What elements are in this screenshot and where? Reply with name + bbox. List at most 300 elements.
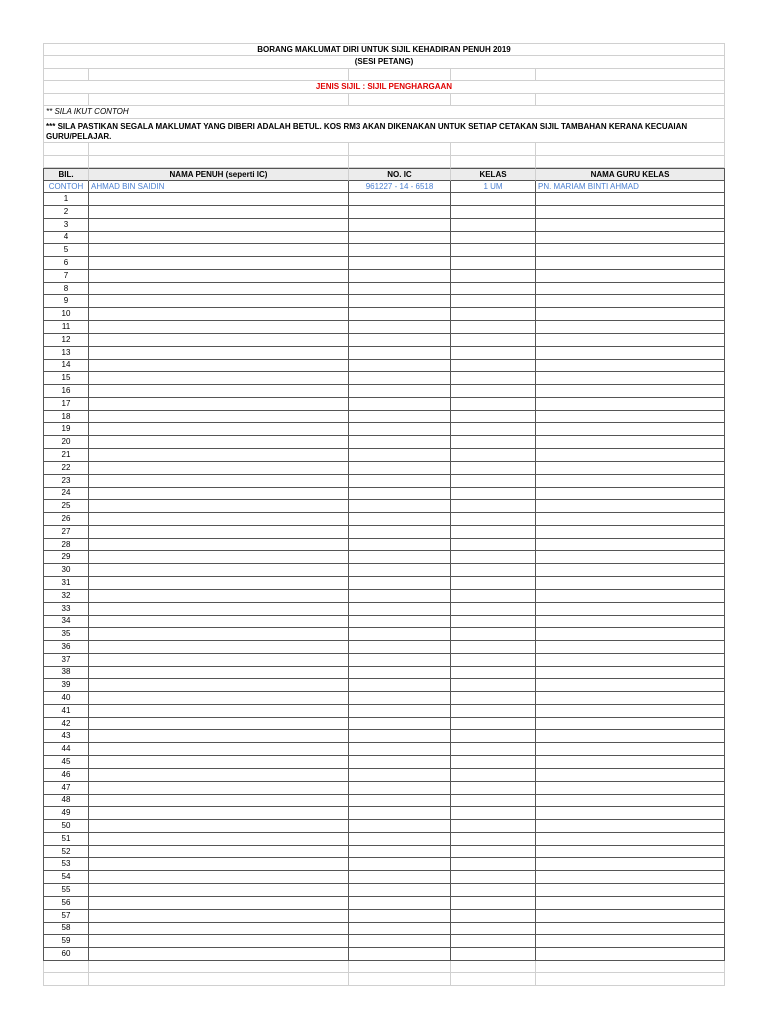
name-cell[interactable] xyxy=(89,884,349,897)
guru-cell[interactable] xyxy=(536,935,725,948)
kelas-cell[interactable] xyxy=(451,206,536,219)
kelas-cell[interactable] xyxy=(451,654,536,667)
row-number: 38 xyxy=(43,667,89,680)
name-cell[interactable] xyxy=(89,718,349,731)
ic-cell[interactable] xyxy=(349,884,451,897)
kelas-cell[interactable] xyxy=(451,462,536,475)
row-number: 2 xyxy=(43,206,89,219)
name-cell[interactable] xyxy=(89,667,349,680)
kelas-cell[interactable] xyxy=(451,564,536,577)
kelas-cell[interactable] xyxy=(451,871,536,884)
guru-cell[interactable] xyxy=(536,475,725,488)
table-row xyxy=(43,616,725,629)
ic-cell[interactable] xyxy=(349,769,451,782)
name-cell[interactable] xyxy=(89,858,349,871)
blank-cell[interactable] xyxy=(43,961,89,973)
ic-cell[interactable] xyxy=(349,411,451,424)
guru-cell[interactable] xyxy=(536,884,725,897)
table-row xyxy=(43,948,725,961)
ic-cell[interactable] xyxy=(349,820,451,833)
ic-cell[interactable] xyxy=(349,551,451,564)
name-cell[interactable] xyxy=(89,871,349,884)
kelas-cell[interactable] xyxy=(451,449,536,462)
kelas-cell[interactable] xyxy=(451,539,536,552)
kelas-cell[interactable] xyxy=(451,718,536,731)
guru-cell[interactable] xyxy=(536,295,725,308)
name-cell[interactable] xyxy=(89,616,349,629)
guru-cell[interactable] xyxy=(536,807,725,820)
guru-cell[interactable] xyxy=(536,398,725,411)
name-cell[interactable] xyxy=(89,577,349,590)
kelas-cell[interactable] xyxy=(451,769,536,782)
kelas-cell[interactable] xyxy=(451,372,536,385)
guru-cell[interactable] xyxy=(536,743,725,756)
name-cell[interactable] xyxy=(89,219,349,232)
kelas-cell[interactable] xyxy=(451,858,536,871)
ic-cell[interactable] xyxy=(349,692,451,705)
ic-cell[interactable] xyxy=(349,488,451,501)
kelas-cell[interactable] xyxy=(451,423,536,436)
guru-cell[interactable] xyxy=(536,564,725,577)
ic-cell[interactable] xyxy=(349,590,451,603)
ic-cell[interactable] xyxy=(349,360,451,373)
guru-cell[interactable] xyxy=(536,730,725,743)
ic-cell[interactable] xyxy=(349,923,451,936)
name-cell[interactable] xyxy=(89,730,349,743)
name-cell[interactable] xyxy=(89,833,349,846)
blank-row xyxy=(43,143,725,156)
ic-cell[interactable] xyxy=(349,679,451,692)
ic-cell[interactable] xyxy=(349,321,451,334)
ic-cell[interactable] xyxy=(349,193,451,206)
name-cell[interactable] xyxy=(89,232,349,245)
ic-cell[interactable] xyxy=(349,795,451,808)
example-guru: PN. MARIAM BINTI AHMAD xyxy=(536,181,725,193)
table-row xyxy=(43,846,725,859)
kelas-cell[interactable] xyxy=(451,820,536,833)
name-cell[interactable] xyxy=(89,193,349,206)
kelas-cell[interactable] xyxy=(451,232,536,245)
name-cell[interactable] xyxy=(89,705,349,718)
blank-cell[interactable] xyxy=(43,156,89,168)
row-number: 14 xyxy=(43,360,89,373)
row-number: 5 xyxy=(43,244,89,257)
guru-cell[interactable] xyxy=(536,679,725,692)
ic-cell[interactable] xyxy=(349,948,451,961)
ic-cell[interactable] xyxy=(349,244,451,257)
name-cell[interactable] xyxy=(89,526,349,539)
kelas-cell[interactable] xyxy=(451,411,536,424)
guru-cell[interactable] xyxy=(536,577,725,590)
name-cell[interactable] xyxy=(89,411,349,424)
ic-cell[interactable] xyxy=(349,807,451,820)
kelas-cell[interactable] xyxy=(451,846,536,859)
guru-cell[interactable] xyxy=(536,257,725,270)
guru-cell[interactable] xyxy=(536,334,725,347)
blank-cell[interactable] xyxy=(536,961,725,973)
guru-cell[interactable] xyxy=(536,654,725,667)
kelas-cell[interactable] xyxy=(451,500,536,513)
blank-cell[interactable] xyxy=(43,143,89,156)
blank-cell[interactable] xyxy=(536,143,725,156)
name-cell[interactable] xyxy=(89,488,349,501)
guru-cell[interactable] xyxy=(536,769,725,782)
blank-cell[interactable] xyxy=(89,143,349,156)
kelas-cell[interactable] xyxy=(451,360,536,373)
form-session: (SESI PETANG) xyxy=(43,56,725,69)
kelas-cell[interactable] xyxy=(451,321,536,334)
guru-cell[interactable] xyxy=(536,833,725,846)
guru-cell[interactable] xyxy=(536,526,725,539)
guru-cell[interactable] xyxy=(536,360,725,373)
ic-cell[interactable] xyxy=(349,705,451,718)
kelas-cell[interactable] xyxy=(451,692,536,705)
blank-cell[interactable] xyxy=(349,94,451,106)
kelas-cell[interactable] xyxy=(451,436,536,449)
ic-cell[interactable] xyxy=(349,833,451,846)
name-cell[interactable] xyxy=(89,475,349,488)
guru-cell[interactable] xyxy=(536,193,725,206)
kelas-cell[interactable] xyxy=(451,795,536,808)
guru-cell[interactable] xyxy=(536,628,725,641)
kelas-cell[interactable] xyxy=(451,398,536,411)
ic-cell[interactable] xyxy=(349,743,451,756)
blank-cell[interactable] xyxy=(349,156,451,168)
kelas-cell[interactable] xyxy=(451,270,536,283)
row-number: 15 xyxy=(43,372,89,385)
kelas-cell[interactable] xyxy=(451,705,536,718)
guru-cell[interactable] xyxy=(536,206,725,219)
ic-cell[interactable] xyxy=(349,462,451,475)
ic-cell[interactable] xyxy=(349,270,451,283)
name-cell[interactable] xyxy=(89,679,349,692)
name-cell[interactable] xyxy=(89,385,349,398)
ic-cell[interactable] xyxy=(349,858,451,871)
ic-cell[interactable] xyxy=(349,730,451,743)
kelas-cell[interactable] xyxy=(451,910,536,923)
kelas-cell[interactable] xyxy=(451,385,536,398)
guru-cell[interactable] xyxy=(536,782,725,795)
name-cell[interactable] xyxy=(89,756,349,769)
guru-cell[interactable] xyxy=(536,488,725,501)
table-row xyxy=(43,820,725,833)
blank-cell[interactable] xyxy=(89,156,349,168)
name-cell[interactable] xyxy=(89,948,349,961)
name-cell[interactable] xyxy=(89,923,349,936)
kelas-cell[interactable] xyxy=(451,513,536,526)
kelas-cell[interactable] xyxy=(451,807,536,820)
guru-cell[interactable] xyxy=(536,846,725,859)
guru-cell[interactable] xyxy=(536,603,725,616)
ic-cell[interactable] xyxy=(349,398,451,411)
name-cell[interactable] xyxy=(89,846,349,859)
guru-cell[interactable] xyxy=(536,641,725,654)
name-cell[interactable] xyxy=(89,423,349,436)
kelas-cell[interactable] xyxy=(451,667,536,680)
kelas-cell[interactable] xyxy=(451,295,536,308)
blank-cell[interactable] xyxy=(89,94,349,106)
row-number: 24 xyxy=(43,488,89,501)
guru-cell[interactable] xyxy=(536,820,725,833)
guru-cell[interactable] xyxy=(536,667,725,680)
name-cell[interactable] xyxy=(89,270,349,283)
ic-cell[interactable] xyxy=(349,616,451,629)
guru-cell[interactable] xyxy=(536,616,725,629)
kelas-cell[interactable] xyxy=(451,743,536,756)
blank-cell[interactable] xyxy=(451,961,536,973)
ic-cell[interactable] xyxy=(349,385,451,398)
name-cell[interactable] xyxy=(89,283,349,296)
ic-cell[interactable] xyxy=(349,372,451,385)
guru-cell[interactable] xyxy=(536,551,725,564)
guru-cell[interactable] xyxy=(536,436,725,449)
guru-cell[interactable] xyxy=(536,321,725,334)
blank-cell[interactable] xyxy=(451,156,536,168)
name-cell[interactable] xyxy=(89,628,349,641)
name-cell[interactable] xyxy=(89,782,349,795)
blank-cell[interactable] xyxy=(89,69,349,81)
name-cell[interactable] xyxy=(89,449,349,462)
blank-cell[interactable] xyxy=(451,94,536,106)
table-row xyxy=(43,730,725,743)
guru-cell[interactable] xyxy=(536,910,725,923)
name-cell[interactable] xyxy=(89,910,349,923)
guru-cell[interactable] xyxy=(536,756,725,769)
row-number: 41 xyxy=(43,705,89,718)
kelas-cell[interactable] xyxy=(451,347,536,360)
blank-cell[interactable] xyxy=(43,94,89,106)
kelas-cell[interactable] xyxy=(451,488,536,501)
ic-cell[interactable] xyxy=(349,475,451,488)
name-cell[interactable] xyxy=(89,590,349,603)
table-row xyxy=(43,654,725,667)
kelas-cell[interactable] xyxy=(451,935,536,948)
name-cell[interactable] xyxy=(89,462,349,475)
ic-cell[interactable] xyxy=(349,449,451,462)
ic-cell[interactable] xyxy=(349,283,451,296)
ic-cell[interactable] xyxy=(349,219,451,232)
name-cell[interactable] xyxy=(89,321,349,334)
example-name: AHMAD BIN SAIDIN xyxy=(89,181,349,193)
ic-cell[interactable] xyxy=(349,334,451,347)
name-cell[interactable] xyxy=(89,807,349,820)
name-cell[interactable] xyxy=(89,257,349,270)
name-cell[interactable] xyxy=(89,641,349,654)
ic-cell[interactable] xyxy=(349,935,451,948)
ic-cell[interactable] xyxy=(349,257,451,270)
kelas-cell[interactable] xyxy=(451,590,536,603)
guru-cell[interactable] xyxy=(536,513,725,526)
ic-cell[interactable] xyxy=(349,654,451,667)
kelas-cell[interactable] xyxy=(451,334,536,347)
blank-cell[interactable] xyxy=(349,143,451,156)
ic-cell[interactable] xyxy=(349,232,451,245)
ic-cell[interactable] xyxy=(349,871,451,884)
example-row xyxy=(43,181,725,193)
name-cell[interactable] xyxy=(89,295,349,308)
blank-cell[interactable] xyxy=(43,973,89,986)
name-cell[interactable] xyxy=(89,513,349,526)
ic-cell[interactable] xyxy=(349,667,451,680)
name-cell[interactable] xyxy=(89,935,349,948)
kelas-cell[interactable] xyxy=(451,897,536,910)
kelas-cell[interactable] xyxy=(451,577,536,590)
blank-cell[interactable] xyxy=(89,973,349,986)
guru-cell[interactable] xyxy=(536,219,725,232)
data-rows xyxy=(43,193,725,961)
ic-cell[interactable] xyxy=(349,564,451,577)
ic-cell[interactable] xyxy=(349,539,451,552)
blank-cell[interactable] xyxy=(451,973,536,986)
table-row xyxy=(43,475,725,488)
kelas-cell[interactable] xyxy=(451,923,536,936)
ic-cell[interactable] xyxy=(349,423,451,436)
guru-cell[interactable] xyxy=(536,385,725,398)
guru-cell[interactable] xyxy=(536,462,725,475)
name-cell[interactable] xyxy=(89,500,349,513)
kelas-cell[interactable] xyxy=(451,475,536,488)
table-row xyxy=(43,833,725,846)
blank-cell[interactable] xyxy=(349,973,451,986)
ic-cell[interactable] xyxy=(349,782,451,795)
guru-cell[interactable] xyxy=(536,795,725,808)
row-number: 8 xyxy=(43,283,89,296)
blank-cell[interactable] xyxy=(536,973,725,986)
header-kelas: KELAS xyxy=(451,168,536,181)
kelas-cell[interactable] xyxy=(451,616,536,629)
ic-cell[interactable] xyxy=(349,628,451,641)
row-number: 26 xyxy=(43,513,89,526)
kelas-cell[interactable] xyxy=(451,603,536,616)
guru-cell[interactable] xyxy=(536,539,725,552)
ic-cell[interactable] xyxy=(349,308,451,321)
blank-cell[interactable] xyxy=(349,961,451,973)
name-cell[interactable] xyxy=(89,244,349,257)
kelas-cell[interactable] xyxy=(451,730,536,743)
guru-cell[interactable] xyxy=(536,897,725,910)
guru-cell[interactable] xyxy=(536,871,725,884)
kelas-cell[interactable] xyxy=(451,782,536,795)
blank-cell[interactable] xyxy=(536,94,725,106)
name-cell[interactable] xyxy=(89,206,349,219)
kelas-cell[interactable] xyxy=(451,283,536,296)
ic-cell[interactable] xyxy=(349,756,451,769)
name-cell[interactable] xyxy=(89,347,349,360)
table-row xyxy=(43,462,725,475)
name-cell[interactable] xyxy=(89,795,349,808)
ic-cell[interactable] xyxy=(349,206,451,219)
table-row xyxy=(43,270,725,283)
guru-cell[interactable] xyxy=(536,347,725,360)
name-cell[interactable] xyxy=(89,360,349,373)
ic-cell[interactable] xyxy=(349,718,451,731)
name-cell[interactable] xyxy=(89,551,349,564)
name-cell[interactable] xyxy=(89,564,349,577)
kelas-cell[interactable] xyxy=(451,884,536,897)
ic-cell[interactable] xyxy=(349,897,451,910)
guru-cell[interactable] xyxy=(536,449,725,462)
kelas-cell[interactable] xyxy=(451,219,536,232)
name-cell[interactable] xyxy=(89,372,349,385)
guru-cell[interactable] xyxy=(536,858,725,871)
kelas-cell[interactable] xyxy=(451,679,536,692)
kelas-cell[interactable] xyxy=(451,948,536,961)
guru-cell[interactable] xyxy=(536,923,725,936)
blank-cell[interactable] xyxy=(349,69,451,81)
name-cell[interactable] xyxy=(89,308,349,321)
guru-cell[interactable] xyxy=(536,244,725,257)
kelas-cell[interactable] xyxy=(451,193,536,206)
kelas-cell[interactable] xyxy=(451,551,536,564)
guru-cell[interactable] xyxy=(536,372,725,385)
table-row xyxy=(43,295,725,308)
ic-cell[interactable] xyxy=(349,513,451,526)
ic-cell[interactable] xyxy=(349,910,451,923)
name-cell[interactable] xyxy=(89,539,349,552)
guru-cell[interactable] xyxy=(536,411,725,424)
kelas-cell[interactable] xyxy=(451,628,536,641)
guru-cell[interactable] xyxy=(536,718,725,731)
kelas-cell[interactable] xyxy=(451,833,536,846)
ic-cell[interactable] xyxy=(349,436,451,449)
kelas-cell[interactable] xyxy=(451,526,536,539)
kelas-cell[interactable] xyxy=(451,257,536,270)
guru-cell[interactable] xyxy=(536,590,725,603)
name-cell[interactable] xyxy=(89,654,349,667)
name-cell[interactable] xyxy=(89,820,349,833)
ic-cell[interactable] xyxy=(349,846,451,859)
row-number: 6 xyxy=(43,257,89,270)
ic-cell[interactable] xyxy=(349,500,451,513)
blank-cell[interactable] xyxy=(536,69,725,81)
kelas-cell[interactable] xyxy=(451,641,536,654)
guru-cell[interactable] xyxy=(536,232,725,245)
name-cell[interactable] xyxy=(89,398,349,411)
row-number: 18 xyxy=(43,411,89,424)
kelas-cell[interactable] xyxy=(451,244,536,257)
guru-cell[interactable] xyxy=(536,692,725,705)
ic-cell[interactable] xyxy=(349,347,451,360)
name-cell[interactable] xyxy=(89,334,349,347)
name-cell[interactable] xyxy=(89,436,349,449)
guru-cell[interactable] xyxy=(536,270,725,283)
kelas-cell[interactable] xyxy=(451,756,536,769)
kelas-cell[interactable] xyxy=(451,308,536,321)
guru-cell[interactable] xyxy=(536,948,725,961)
ic-cell[interactable] xyxy=(349,295,451,308)
guru-cell[interactable] xyxy=(536,283,725,296)
ic-cell[interactable] xyxy=(349,603,451,616)
guru-cell[interactable] xyxy=(536,705,725,718)
name-cell[interactable] xyxy=(89,692,349,705)
certificate-type-row xyxy=(43,81,725,94)
blank-cell[interactable] xyxy=(536,156,725,168)
ic-cell[interactable] xyxy=(349,577,451,590)
blank-cell[interactable] xyxy=(43,69,89,81)
blank-cell[interactable] xyxy=(89,961,349,973)
name-cell[interactable] xyxy=(89,897,349,910)
guru-cell[interactable] xyxy=(536,500,725,513)
guru-cell[interactable] xyxy=(536,423,725,436)
ic-cell[interactable] xyxy=(349,526,451,539)
guru-cell[interactable] xyxy=(536,308,725,321)
ic-cell[interactable] xyxy=(349,641,451,654)
name-cell[interactable] xyxy=(89,769,349,782)
name-cell[interactable] xyxy=(89,603,349,616)
name-cell[interactable] xyxy=(89,743,349,756)
blank-cell[interactable] xyxy=(451,143,536,156)
blank-cell[interactable] xyxy=(451,69,536,81)
